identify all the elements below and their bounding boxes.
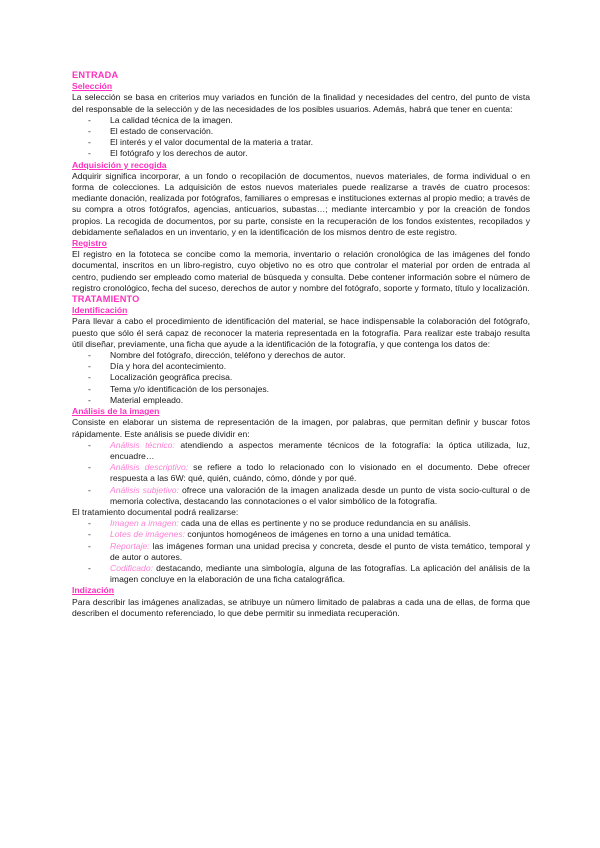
list-item bbox=[72, 541, 530, 563]
list-item: - El interés y el valor documental de la materia a tratar. bbox=[72, 137, 530, 148]
term-label: Análisis técnico: bbox=[110, 439, 175, 450]
list-item: - Tema y/o identificación de los personajes. bbox=[72, 384, 530, 395]
section-title-entrada: ENTRADA bbox=[72, 70, 119, 80]
term-label: Análisis subjetivo: bbox=[110, 484, 179, 495]
paragraph-identificacion: Para llevar a cabo el procedimiento de identificación del material, se hace indispensable la colaboración del fotógrafo, puesto que sólo él será capaz de reconocer la materia representada en la fotografía. Para realizar este trabajo resulta útil diseñar, previamente, una ficha que ayude a la identificación de la fotografía, y que contenga los datos de: bbox=[72, 316, 530, 349]
term-description: ofrece una valoración de la imagen analizada desde un punto de vista socio-cultural o de memoria colectiva, destacando las connotaciones o el valor simbólico de la fotografía. bbox=[110, 484, 530, 506]
term-description: cada una de ellas es pertinente y no se produce redundancia en su análisis. bbox=[178, 518, 471, 529]
list-analisis-tipos bbox=[72, 440, 530, 507]
list-seleccion-criteria bbox=[72, 115, 530, 160]
subheading-registro: Registro bbox=[72, 238, 107, 249]
list-item bbox=[72, 518, 530, 529]
subheading-identificacion: Identificación bbox=[72, 305, 128, 316]
list-item: - Localización geográfica precisa. bbox=[72, 372, 530, 383]
term-label: Imagen a imagen: bbox=[110, 518, 179, 529]
list-item bbox=[72, 462, 530, 484]
subheading-indizacion: Indización bbox=[72, 585, 115, 596]
paragraph-registro: El registro en la fototeca se concibe como la memoria, inventario o relación cronológica de las imágenes del fondo documental, inscritos en un libro-registro, cuyo objetivo no es otro que controlar el material por orden de entrada al centro, pudiendo ser empleado como material de búsqueda y consulta. Debe contener información sobre el número de registro cronológico, fecha del suceso, derechos de autor y nombre del fotógrafo, soporte y formato, título y localización. bbox=[72, 249, 530, 293]
term-label: Codificado: bbox=[110, 562, 153, 573]
subheading-seleccion: Selección bbox=[72, 81, 113, 92]
list-item: - El fotógrafo y los derechos de autor. bbox=[72, 148, 530, 159]
term-label: Análisis descriptivo: bbox=[110, 462, 189, 473]
list-item: - Material empleado. bbox=[72, 395, 530, 406]
list-item bbox=[72, 440, 530, 462]
list-tratamiento-documental bbox=[72, 518, 530, 585]
term-description: se refiere a todo lo relacionado con lo visionado en el documento. Debe ofrecer respuesta a las 6W: qué, quién, cuándo, cómo, dónde y por qué. bbox=[110, 462, 530, 484]
paragraph-indizacion: Para describir las imágenes analizadas, se atribuye un número limitado de palabras a cada una de ellas, de forma que describen el documento referenciado, lo que debe permitir su inmediata recuperación. bbox=[72, 596, 530, 618]
term-description: las imágenes forman una unidad precisa y concreta, desde el punto de vista temático, temporal y de autor o autores. bbox=[110, 540, 530, 562]
term-description: conjuntos homogéneos de imágenes en torno a una unidad temática. bbox=[185, 529, 452, 540]
paragraph-tratamiento-documental: El tratamiento documental podrá realizarse: bbox=[72, 506, 239, 517]
list-item: - Día y hora del acontecimiento. bbox=[72, 361, 530, 372]
list-item: - Nombre del fotógrafo, dirección, teléfono y derechos de autor. bbox=[72, 350, 530, 361]
paragraph-adquisicion: Adquirir significa incorporar, a un fondo o recopilación de documentos, nuevos materiales, de forma individual o en forma de colecciones. La adquisición de estos nuevos materiales puede realizarse a través de cuatro procesos: mediante donación, realizada por fotógrafos, familiares o empresas e instituciones externas al propio medio; a través de su compra a otros fotógrafos, agencias, anticuarios, subastas…; mediante intercambio y por la creación de fondos propios. La recogida de documentos, por su parte, consiste en la recuperación de los fondos existentes, recopilados y debidamente señalados en un inventario, y en la identificación de los mismos dentro de este registro. bbox=[72, 170, 530, 237]
subheading-analisis: Análisis de la imagen bbox=[72, 406, 160, 417]
list-item: - El estado de conservación. bbox=[72, 126, 530, 137]
list-item: - La calidad técnica de la imagen. bbox=[72, 115, 530, 126]
list-item bbox=[72, 485, 530, 507]
list-identificacion-datos bbox=[72, 350, 530, 406]
paragraph-analisis: Consiste en elaborar un sistema de representación de la imagen, por palabras, que permitan definir y buscar fotos rápidamente. Este análisis se puede dividir en: bbox=[72, 417, 530, 439]
paragraph-seleccion: La selección se basa en criterios muy variados en función de la finalidad y necesidades del centro, del punto de vista del responsable de la selección y de las necesidades de los posibles usuarios. Además, habrá que tener en cuenta: bbox=[72, 92, 530, 114]
term-label: Lotes de imágenes: bbox=[110, 529, 186, 540]
term-description: atendiendo a aspectos meramente técnicos de la fotografía: la óptica utilizada, luz, encuadre… bbox=[110, 439, 530, 461]
subheading-adquisicion: Adquisición y recogida bbox=[72, 159, 167, 170]
term-description: destacando, mediante una simbología, alguna de las fotografías. La aplicación del análisis de la imagen concluye en la elaboración de una ficha catalográfica. bbox=[110, 562, 530, 585]
list-item bbox=[72, 529, 530, 540]
section-title-tratamiento: TRATAMIENTO bbox=[72, 294, 140, 305]
term-label: Reportaje: bbox=[110, 540, 150, 551]
list-item bbox=[72, 563, 530, 585]
